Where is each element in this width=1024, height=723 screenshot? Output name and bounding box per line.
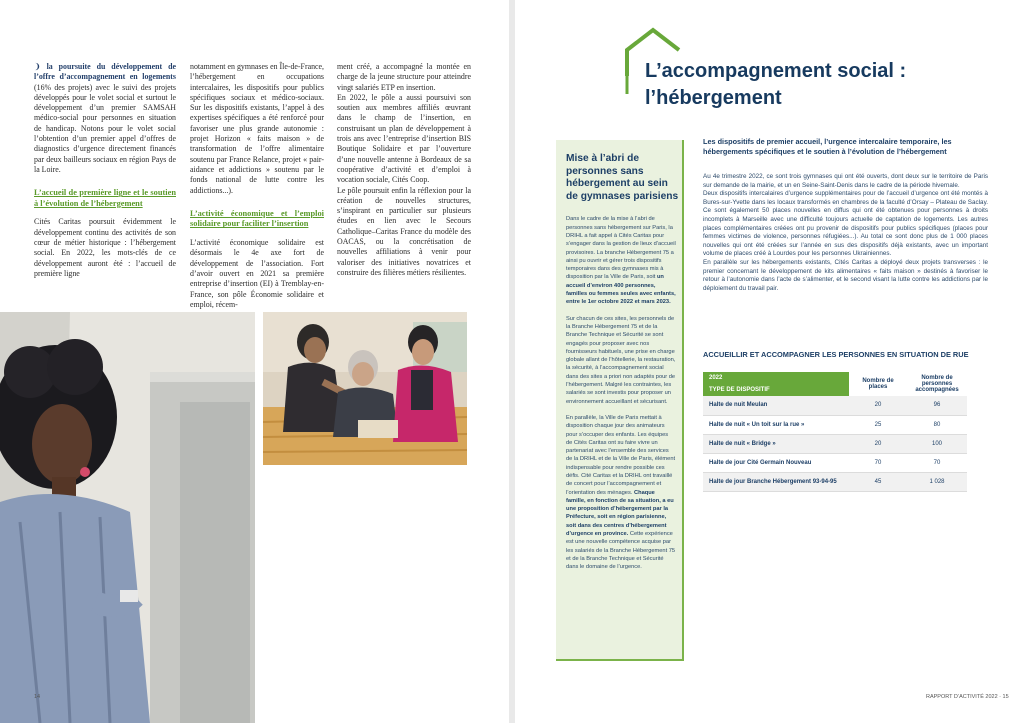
body-paragraph-3: En parallèle sur les hébergements existants, Cités Caritas a déployé deux projets transverses : le premier concernant le développement de kits alimentaires « faits maison » destinés à favoriser le retour à l’autonomie dans l’acte de s’alimenter, et le second visant la lutte contre les addictions par le déploiement du travail pair. (703, 258, 988, 292)
col2-paragraph-1: notamment en gymnases en Île-de-France, l’hébergement en occupations intercalaires, les dispositifs pour publics spécifiques sociaux et médico-sociaux. Sur les dispositifs existants, l’appel à des expertises spécifiques a été renforcé pour favoriser une plus grande autonomie : projet Horizon « faits maison » de transformation de l’offre alimentaire soutenu par France Relance, projet « pair-aidance et addictions » soutenu par le fonds national de lutte contre les addictions...). (190, 62, 324, 195)
heading-economic-activity: L’activité économique et l’emploi solidaire pour faciliter l’insertion (190, 208, 324, 229)
table-cell-persons: 1 028 (907, 472, 967, 491)
table-row (703, 472, 967, 491)
sidebar-paragraph-1: Dans le cadre de la mise à l’abri de personnes sans hébergement sur Paris, la DRIHL a fait appel à Cités Caritas pour s’engager dans la gestion de lieux d’accueil provisoires. La branche Hébergement 75 a ainsi pu ouvrir et gérer trois dispositifs temporaires dans des gymnases mis à disposition par la Ville de Paris, soit un accueil d’environ 400 personnes, familles ou femmes seules avec enfants, entre le 1er octobre 2022 et mars 2023. (566, 216, 676, 306)
page-number-left: 14 (34, 694, 41, 700)
dispositifs-table (703, 372, 967, 492)
table-cell-places: 45 (849, 472, 907, 491)
table-cell-name: Halte de nuit Meulan (703, 396, 849, 415)
col3-paragraph-3: Le pôle poursuit enfin la réflexion pour la création de nouvelles structures, s’inspirant en particulier sur plusieurs études en lien avec le Secours Catholique–Caritas France du modèle des OACAS, ou la concrétisation de nouvelles affiliations à venir pour valoriser des initiatives novatrices et construire des filières métiers résilientes. (337, 185, 471, 277)
sidebar-title: Mise à l’abri de personnes sans hébergement au sein de gymnases parisiens (566, 153, 679, 202)
column-1 (34, 62, 176, 279)
left-page (0, 0, 509, 723)
sidebar-text (566, 215, 682, 571)
sidebar-box-gymnases (556, 140, 684, 661)
column-2 (190, 62, 324, 310)
body-paragraph-1: Au 4e trimestre 2022, ce sont trois gymnases qui ont été ouverts, dont deux sur le territoire de Paris sur demande de la mairie, et un en Seine-Saint-Denis dans le cadre de la période hivernale. (703, 173, 988, 189)
table-year: 2022 (709, 375, 723, 381)
photo-people-at-table (263, 312, 467, 465)
table-header-persons: Nombre de personnes accompagnées (907, 372, 967, 396)
table-row (703, 434, 967, 453)
col1-paragraph-2: Cités Caritas poursuit évidemment le développement continu des activités de son cœur de métier historique : l’hébergement social. En 2022, les mots-clés de ce développement auront été : l’accueil de première ligne (34, 217, 176, 278)
table-row (703, 453, 967, 472)
table-header-type (703, 372, 849, 396)
right-page (515, 0, 1024, 723)
col1-paragraph: ❩ la poursuite du développement de l’offre d’accompagnement en logements (16% des projets) avec le suivi des projets développés pour le volet social et surtout le développement d’un premier SAMSAH médico-social pour personnes en situation de handicap. Notons pour le volet social l’obtention d’un premier appel d’offres de diagnostics d’urgence directement financés par deux bailleurs sociaux en région Pays de la Loire. (34, 62, 176, 174)
table-row (703, 415, 967, 434)
table-body (703, 396, 967, 491)
photo-woman-window (0, 312, 255, 723)
page-title (645, 58, 906, 112)
table-header-places: Nombre de places (849, 372, 907, 396)
column-3 (337, 62, 471, 278)
col2-paragraph-2: L’activité économique solidaire est désormais le 4e axe fort de développement de l’association. Fort d’avoir ouvert en 2021 sa première entreprise d’insertion (EI) à Tremblay-en-France, son pôle Économie solidaire et emploi, récem- (190, 238, 324, 309)
table-cell-places: 20 (849, 396, 907, 415)
table-header-row (703, 372, 967, 396)
table-cell-places: 70 (849, 453, 907, 472)
page-title-line-2: l’hébergement (645, 87, 782, 109)
sidebar-paragraph-3: En parallèle, la Ville de Paris mettait à disposition chaque jour des animateurs pour s’occuper des enfants. Les équipes de Cités Caritas ont su faire vivre un partenariat avec l’ensemble des services de la DRIHL et de la Ville de Paris, élément indispensable pour rendre possible ces défis. Cité Caritas et la DRIHL ont travaillé de concert pour l’accompagnement et l’orientation des ménages. Chaque famille, en fonction de sa situation, a eu une proposition d’hébergement par la Préfecture, soit en région parisienne, soit dans des centres d’hébergement d’urgence en province. Cette expérience est une nouvelle compétence acquise par les salariés de la Branche Hébergement 75 et de la Branche Technique et Sécurité dans le domaine de l’urgence. (566, 414, 676, 571)
table-cell-name: Halte de jour Branche Hébergement 93-94-95 (703, 472, 849, 491)
body-paragraph-2: Deux dispositifs intercalaires d’urgence supplémentaires pour de l’accueil d’urgence ont été montés à Bures-sur-Yvette dans les locaux transformés en chambres de la faculté d’Orsay – Plateau de Saclay. Ce sont également 50 places nouvelles en diffus qui ont été obtenues pour personnes à droits incomplets à Marseille avec une difficulté toujours actuelle de captation de logements. Les autres places complémentaires créées ont pu provenir de dispositifs pour publics spécifiques (places pour femmes victimes de violence, personnes réfugiées...). Au total ce sont donc plus de 1 000 places nouvelles qui ont été créées sur l’année en sus des dispositifs déjà existants, avec un important volume de places créé à Lourdes pour les personnes Ukrainiennes. (703, 190, 988, 258)
table-cell-name: Halte de nuit « Un toit sur la rue » (703, 415, 849, 434)
body-text (703, 173, 988, 293)
section-title-street: ACCUEILLIR ET ACCOMPAGNER LES PERSONNES EN SITUATION DE RUE (703, 350, 969, 359)
table-cell-name: Halte de jour Cité Germain Nouveau (703, 453, 849, 472)
table-cell-places: 20 (849, 434, 907, 453)
table-cell-persons: 70 (907, 453, 967, 472)
table-type-label: TYPE DE DISPOSITIF (709, 387, 770, 393)
heading-first-line-reception: L’accueil de première ligne et le soutien à l’évolution de l’hébergement (34, 188, 176, 208)
col3-paragraph-1: ment créé, a accompagné la montée en charge de la jeune structure pour atteindre vingt salariés ETP en insertion. (337, 62, 471, 92)
table-cell-persons: 96 (907, 396, 967, 415)
photo-woman-window-illustration (0, 312, 255, 723)
table-cell-places: 25 (849, 415, 907, 434)
table-cell-name: Halte de nuit « Bridge » (703, 434, 849, 453)
page-title-line-1: L’accompagnement social : (645, 60, 907, 82)
col3-paragraph-2: En 2022, le pôle a aussi poursuivi son soutien aux membres affiliés œuvrant dans le champ de l’insertion, en construisant un plan de développement à trois ans avec l’entreprise d’insertion BIS Boutique Solidaire et par l’ouverture d’une nouvelle antenne à Bordeaux de sa coopérative d’activité et d’emploi à vocation sociale, Cités Coop. (337, 92, 471, 185)
table-row (703, 396, 967, 415)
sidebar-paragraph-2: Sur chacun de ces sites, les personnels de la Branche Hébergement 75 et de la Branche Technique et Sécurité se sont engagés pour proposer avec nos fournisseurs habituels, une prise en charge globale allant de l’hôtellerie, la restauration, la sécurité, à l’accompagnement social dans des sites a priori non adaptés pour de l’hébergement. Malgré les contraintes, les salariés se sont investis pour proposer un environnement accueillant et sécurisant. (566, 315, 676, 405)
intro-heading: Les dispositifs de premier accueil, l’urgence intercalaire temporaire, les hébergements spécifiques et le soutien à l’évolution de l’hébergement (703, 137, 952, 156)
table-cell-persons: 80 (907, 415, 967, 434)
page-footer-right: RAPPORT D’ACTIVITÉ 2022 · 15 (926, 694, 1009, 700)
photo-people-at-table-illustration (263, 312, 467, 465)
table-cell-persons: 100 (907, 434, 967, 453)
